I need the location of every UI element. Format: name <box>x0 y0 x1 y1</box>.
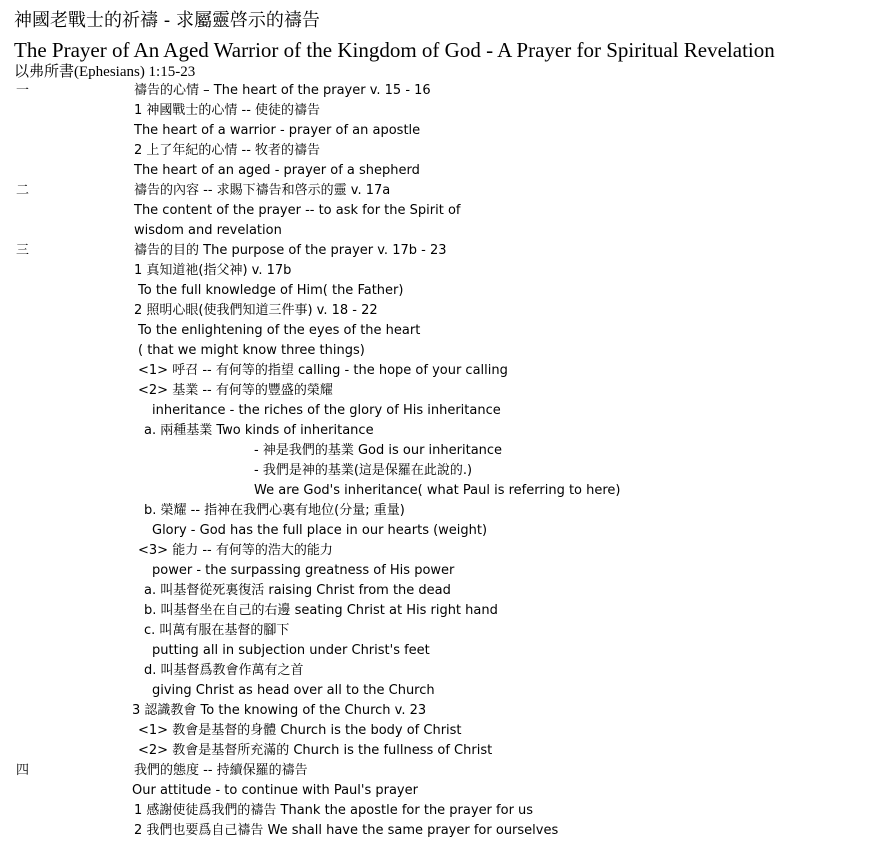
line-text: 禱告的內容 -- 求賜下禱告和啓示的靈 v. 17a <box>134 183 391 198</box>
outline-line <box>0 81 883 101</box>
line-text: The content of the prayer -- to ask for the Spirit of <box>134 203 461 218</box>
outline-line <box>0 661 883 681</box>
section-marker: 四 <box>16 763 30 778</box>
outline-line <box>0 301 883 321</box>
outline-line <box>0 221 883 241</box>
line-text: <2> 基業 -- 有何等的豐盛的榮耀 <box>138 383 333 398</box>
line-text: 禱告的目的 The purpose of the prayer v. 17b - 23 <box>134 243 447 258</box>
outline-line <box>0 681 883 701</box>
english-title: The Prayer of An Aged Warrior of the Kingdom of God - A Prayer for Spiritual Revelation <box>14 38 775 62</box>
line-text: The heart of an aged - prayer of a shepherd <box>134 163 420 178</box>
line-text: 禱告的心情 – The heart of the prayer v. 15 - 16 <box>134 83 431 98</box>
outline-line <box>0 461 883 481</box>
line-text: Glory - God has the full place in our hearts (weight) <box>152 523 488 538</box>
line-text: To the full knowledge of Him( the Father) <box>138 283 404 298</box>
line-text: giving Christ as head over all to the Church <box>152 683 435 698</box>
line-text: We are God's inheritance( what Paul is referring to here) <box>254 483 621 498</box>
outline-line <box>0 761 883 781</box>
outline-line <box>0 521 883 541</box>
line-text: a. 叫基督從死裏復活 raising Christ from the dead <box>144 583 451 598</box>
line-text: wisdom and revelation <box>134 223 282 238</box>
outline-line <box>0 161 883 181</box>
outline-line <box>0 501 883 521</box>
outline-line <box>0 341 883 361</box>
outline-line <box>0 361 883 381</box>
outline-line <box>0 181 883 201</box>
outline-line <box>0 401 883 421</box>
line-text: 2 我們也要爲自己禱告 We shall have the same prayer for ourselves <box>134 823 559 838</box>
outline-line <box>0 121 883 141</box>
line-text: 2 照明心眼(使我們知道三件事) v. 18 - 22 <box>134 303 378 318</box>
outline-line <box>0 201 883 221</box>
outline-line <box>0 281 883 301</box>
chinese-title: 神國老戰士的祈禱 - 求屬靈啓示的禱告 <box>14 10 320 31</box>
outline-line <box>0 101 883 121</box>
outline-line <box>0 421 883 441</box>
outline-line <box>0 441 883 461</box>
outline-line <box>0 821 883 841</box>
line-text: - 我們是神的基業(這是保羅在此說的.) <box>254 463 473 478</box>
outline-line <box>0 541 883 561</box>
line-text: inheritance - the riches of the glory of His inheritance <box>152 403 501 418</box>
line-text: 1 真知道祂(指父神) v. 17b <box>134 263 292 278</box>
line-text: b. 榮耀 -- 指神在我們心裏有地位(分量; 重量) <box>144 503 405 518</box>
outline-line <box>0 381 883 401</box>
outline-line <box>0 241 883 261</box>
line-text: c. 叫萬有服在基督的腳下 <box>144 623 290 638</box>
line-text: a. 兩種基業 Two kinds of inheritance <box>144 423 374 438</box>
line-text: <1> 教會是基督的身體 Church is the body of Christ <box>138 723 462 738</box>
line-text: 1 神國戰士的心情 -- 使徒的禱告 <box>134 103 321 118</box>
line-text: putting all in subjection under Christ's feet <box>152 643 430 658</box>
outline-line <box>0 561 883 581</box>
line-text: <1> 呼召 -- 有何等的指望 calling - the hope of your calling <box>138 363 508 378</box>
outline-line <box>0 621 883 641</box>
line-text: Our attitude - to continue with Paul's prayer <box>132 783 418 798</box>
outline-line <box>0 801 883 821</box>
scripture-reference: 以弗所書(Ephesians) 1:15-23 <box>14 64 196 80</box>
outline-line <box>0 261 883 281</box>
outline-line <box>0 721 883 741</box>
line-text: d. 叫基督爲教會作萬有之首 <box>144 663 304 678</box>
line-text: ( that we might know three things) <box>138 343 365 358</box>
line-text: 我們的態度 -- 持續保羅的禱告 <box>134 763 308 778</box>
outline-line <box>0 781 883 801</box>
line-text: power - the surpassing greatness of His power <box>152 563 455 578</box>
outline-line <box>0 321 883 341</box>
outline-line <box>0 641 883 661</box>
section-marker: 三 <box>16 243 30 258</box>
sermon-outline <box>0 81 883 841</box>
line-text: b. 叫基督坐在自己的右邊 seating Christ at His right hand <box>144 603 498 618</box>
line-text: <3> 能力 -- 有何等的浩大的能力 <box>138 543 333 558</box>
line-text: 1 感謝使徒爲我們的禱告 Thank the apostle for the prayer for us <box>134 803 534 818</box>
section-marker: 一 <box>16 83 30 98</box>
outline-line <box>0 481 883 501</box>
line-text: - 神是我們的基業 God is our inheritance <box>254 443 503 458</box>
line-text: 3 認識教會 To the knowing of the Church v. 23 <box>132 703 427 718</box>
outline-line <box>0 581 883 601</box>
line-text: To the enlightening of the eyes of the heart <box>138 323 421 338</box>
outline-line <box>0 741 883 761</box>
outline-line <box>0 141 883 161</box>
line-text: The heart of a warrior - prayer of an apostle <box>134 123 421 138</box>
outline-line <box>0 701 883 721</box>
section-marker: 二 <box>16 183 30 198</box>
line-text: 2 上了年紀的心情 -- 牧者的禱告 <box>134 143 321 158</box>
line-text: <2> 教會是基督所充滿的 Church is the fullness of Christ <box>138 743 493 758</box>
outline-line <box>0 601 883 621</box>
